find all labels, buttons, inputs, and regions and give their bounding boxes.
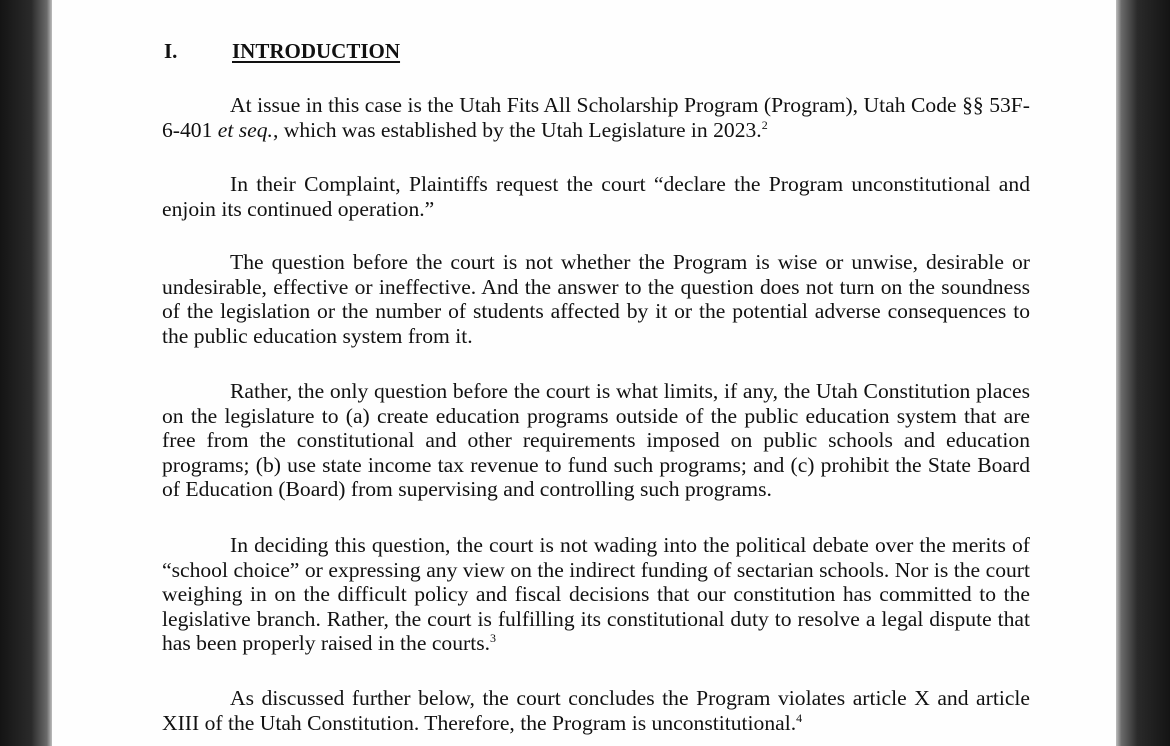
paragraph-text: At issue in this case is the Utah Fits All Scholarship Program (Program), Utah Code §§ 53F-6-401: [162, 93, 1030, 142]
section-heading: [164, 39, 400, 64]
paragraph-complaint: [162, 172, 1030, 221]
paragraph-text: Rather, the only question before the court is what limits, if any, the Utah Constitution places on the legislature to (a) create education programs outside of the public education system that are free from the constitutional and other requirements imposed on public schools and education programs; (b) use state income tax revenue to fund such programs; and (c) prohibit the State Board of Education (Board) from supervising and controlling such programs.: [162, 379, 1030, 502]
paragraph-text: , which was established by the Utah Legislature in 2023.: [272, 117, 762, 142]
right-dark-border: [1116, 0, 1170, 746]
paragraph-question-not: [162, 250, 1030, 348]
document-page: [52, 0, 1116, 746]
italic-term: et seq.: [217, 117, 273, 142]
section-title: INTRODUCTION: [232, 39, 401, 63]
paragraph-text: In their Complaint, Plaintiffs request the court “declare the Program unconstitutional and enjoin its continued operation.”: [162, 172, 1030, 221]
paragraph-text: The question before the court is not whether the Program is wise or unwise, desirable or undesirable, effective or ineffective. And the answer to the question does not turn on the soundness of the legislation or the number of students affected by it or the potential adverse consequences to the public education system from it.: [162, 250, 1030, 348]
paragraph-only-question: [162, 379, 1030, 502]
paragraph-program-issue: [162, 93, 1030, 142]
paragraph-conclusion: [162, 686, 1030, 735]
paragraph-deciding-question: [162, 533, 1030, 656]
footnote-marker: 2: [761, 117, 768, 132]
paragraph-text: As discussed further below, the court concludes the Program violates article X and article XIII of the Utah Constitution. Therefore, the Program is unconstitutional.: [162, 686, 1030, 735]
paragraph-text: In deciding this question, the court is not wading into the political debate over the merits of “school choice” or expressing any view on the indirect funding of sectarian schools. Nor is the court weighing in on the difficult policy and fiscal decisions that our constitution has committed to the legislative branch. Rather, the court is fulfilling its constitutional duty to resolve a legal dispute that has been properly raised in the courts.: [162, 533, 1030, 656]
footnote-marker: 3: [490, 631, 496, 646]
footnote-marker: 4: [796, 710, 803, 725]
section-number: I.: [164, 39, 178, 63]
left-dark-border: [0, 0, 52, 746]
